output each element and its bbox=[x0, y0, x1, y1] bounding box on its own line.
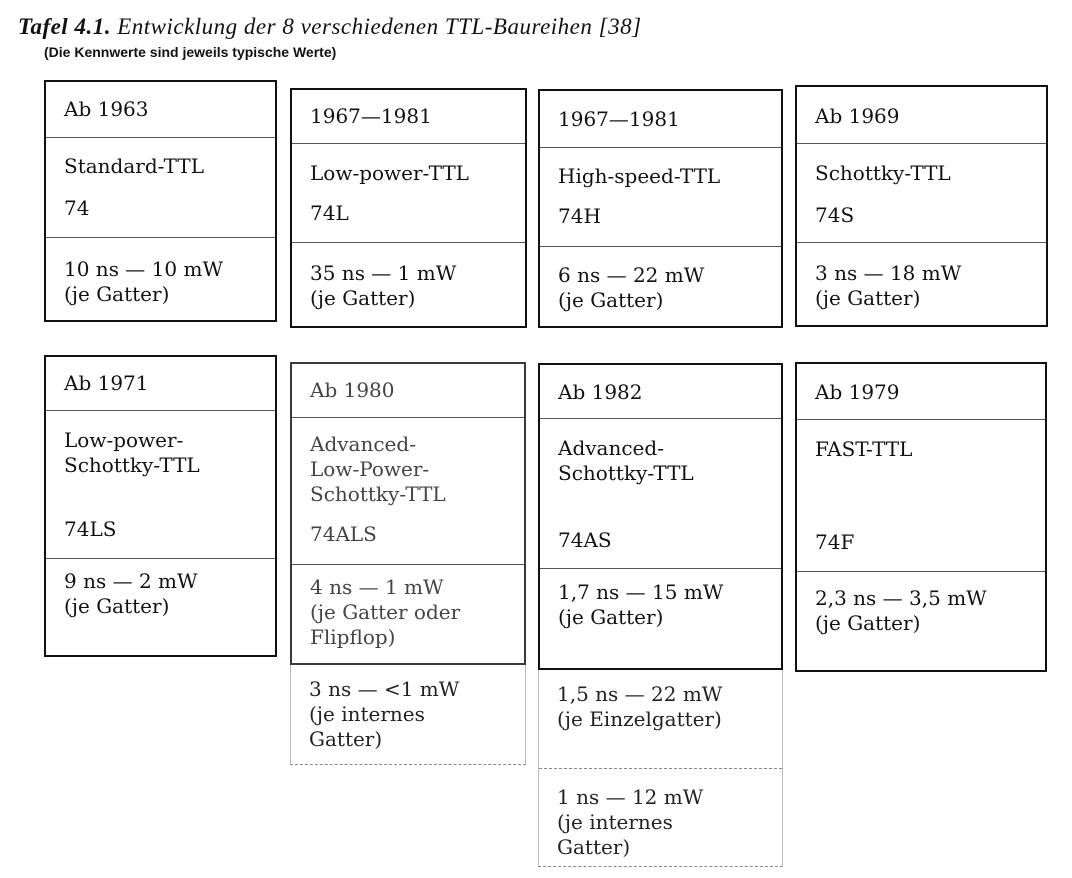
table-subtitle: (Die Kennwerte sind jeweils typische Werte) bbox=[44, 44, 337, 60]
cell-year: Ab 1963 bbox=[64, 97, 149, 121]
divider bbox=[46, 558, 275, 559]
cell-series-name: Advanced- Low-Power- Schottky-TTL bbox=[310, 432, 446, 506]
cell-spec: 3 ns — <1 mW (je internes Gatter) bbox=[309, 677, 460, 751]
cell-series-name: FAST-TTL bbox=[815, 437, 913, 461]
cell-fast-ttl bbox=[795, 362, 1047, 672]
cell-series-code: 74AS bbox=[558, 528, 612, 552]
table-title-number: Tafel 4.1. bbox=[18, 14, 111, 39]
cell-spec-single-gate: 1,5 ns — 22 mW (je Einzelgatter) bbox=[557, 682, 723, 731]
cell-spec-internal-gate: 1 ns — 12 mW (je internes Gatter) bbox=[557, 785, 704, 859]
cell-series-name: Standard-TTL bbox=[64, 154, 205, 178]
cell-year: Ab 1979 bbox=[815, 380, 900, 404]
cell-als-internal-gate bbox=[290, 665, 526, 765]
cell-series-code: 74ALS bbox=[310, 522, 377, 546]
table-title bbox=[18, 14, 642, 40]
cell-spec: 3 ns — 18 mW (je Gatter) bbox=[815, 261, 962, 310]
cell-series-code: 74F bbox=[815, 530, 855, 554]
cell-spec: 4 ns — 1 mW (je Gatter oder Flipflop) bbox=[310, 575, 461, 649]
cell-year: Ab 1982 bbox=[558, 380, 643, 404]
cell-low-power-ttl bbox=[290, 88, 527, 328]
cell-year: 1967—1981 bbox=[310, 104, 432, 128]
divider bbox=[46, 137, 275, 138]
cell-series-code: 74L bbox=[310, 201, 349, 225]
cell-advanced-schottky-ttl bbox=[538, 363, 783, 670]
cell-series-code: 74H bbox=[558, 204, 601, 228]
cell-series-code: 74 bbox=[64, 196, 90, 220]
divider bbox=[797, 143, 1046, 144]
cell-high-speed-ttl bbox=[538, 89, 783, 328]
cell-series-name: Advanced- Schottky-TTL bbox=[558, 436, 694, 485]
cell-series-code: 74S bbox=[815, 203, 855, 227]
cell-schottky-ttl bbox=[795, 85, 1048, 327]
cell-year: Ab 1980 bbox=[310, 378, 395, 402]
divider bbox=[540, 246, 781, 247]
divider bbox=[797, 419, 1045, 420]
cell-spec: 6 ns — 22 mW (je Gatter) bbox=[558, 263, 705, 312]
cell-series-name: Low-power-TTL bbox=[310, 161, 469, 185]
cell-series-name: Schottky-TTL bbox=[815, 161, 951, 185]
cell-series-name: High-speed-TTL bbox=[558, 164, 721, 188]
divider bbox=[292, 242, 525, 243]
cell-series-code: 74LS bbox=[64, 517, 117, 541]
table-title-text: Entwicklung der 8 verschiedenen TTL-Baureihen [38] bbox=[117, 14, 642, 39]
divider bbox=[292, 143, 525, 144]
divider bbox=[46, 410, 275, 411]
divider bbox=[797, 571, 1045, 572]
divider bbox=[540, 568, 781, 569]
divider bbox=[292, 417, 524, 418]
cell-spec: 2,3 ns — 3,5 mW (je Gatter) bbox=[815, 586, 987, 635]
divider bbox=[539, 768, 782, 769]
cell-series-name: Low-power- Schottky-TTL bbox=[64, 428, 200, 477]
cell-as-extensions bbox=[538, 670, 783, 867]
cell-low-power-schottky-ttl bbox=[44, 355, 277, 657]
cell-spec: 35 ns — 1 mW (je Gatter) bbox=[310, 261, 457, 310]
divider bbox=[46, 237, 275, 238]
cell-standard-ttl bbox=[44, 80, 277, 322]
divider bbox=[540, 418, 781, 419]
cell-spec: 1,7 ns — 15 mW (je Gatter) bbox=[558, 580, 724, 629]
cell-year: Ab 1971 bbox=[64, 371, 149, 395]
divider bbox=[292, 564, 524, 565]
divider bbox=[797, 242, 1046, 243]
cell-advanced-low-power-schottky-ttl bbox=[290, 362, 526, 665]
cell-year: Ab 1969 bbox=[815, 104, 900, 128]
cell-spec: 9 ns — 2 mW (je Gatter) bbox=[64, 569, 198, 618]
divider bbox=[540, 147, 781, 148]
cell-year: 1967—1981 bbox=[558, 107, 680, 131]
cell-spec: 10 ns — 10 mW (je Gatter) bbox=[64, 257, 223, 306]
